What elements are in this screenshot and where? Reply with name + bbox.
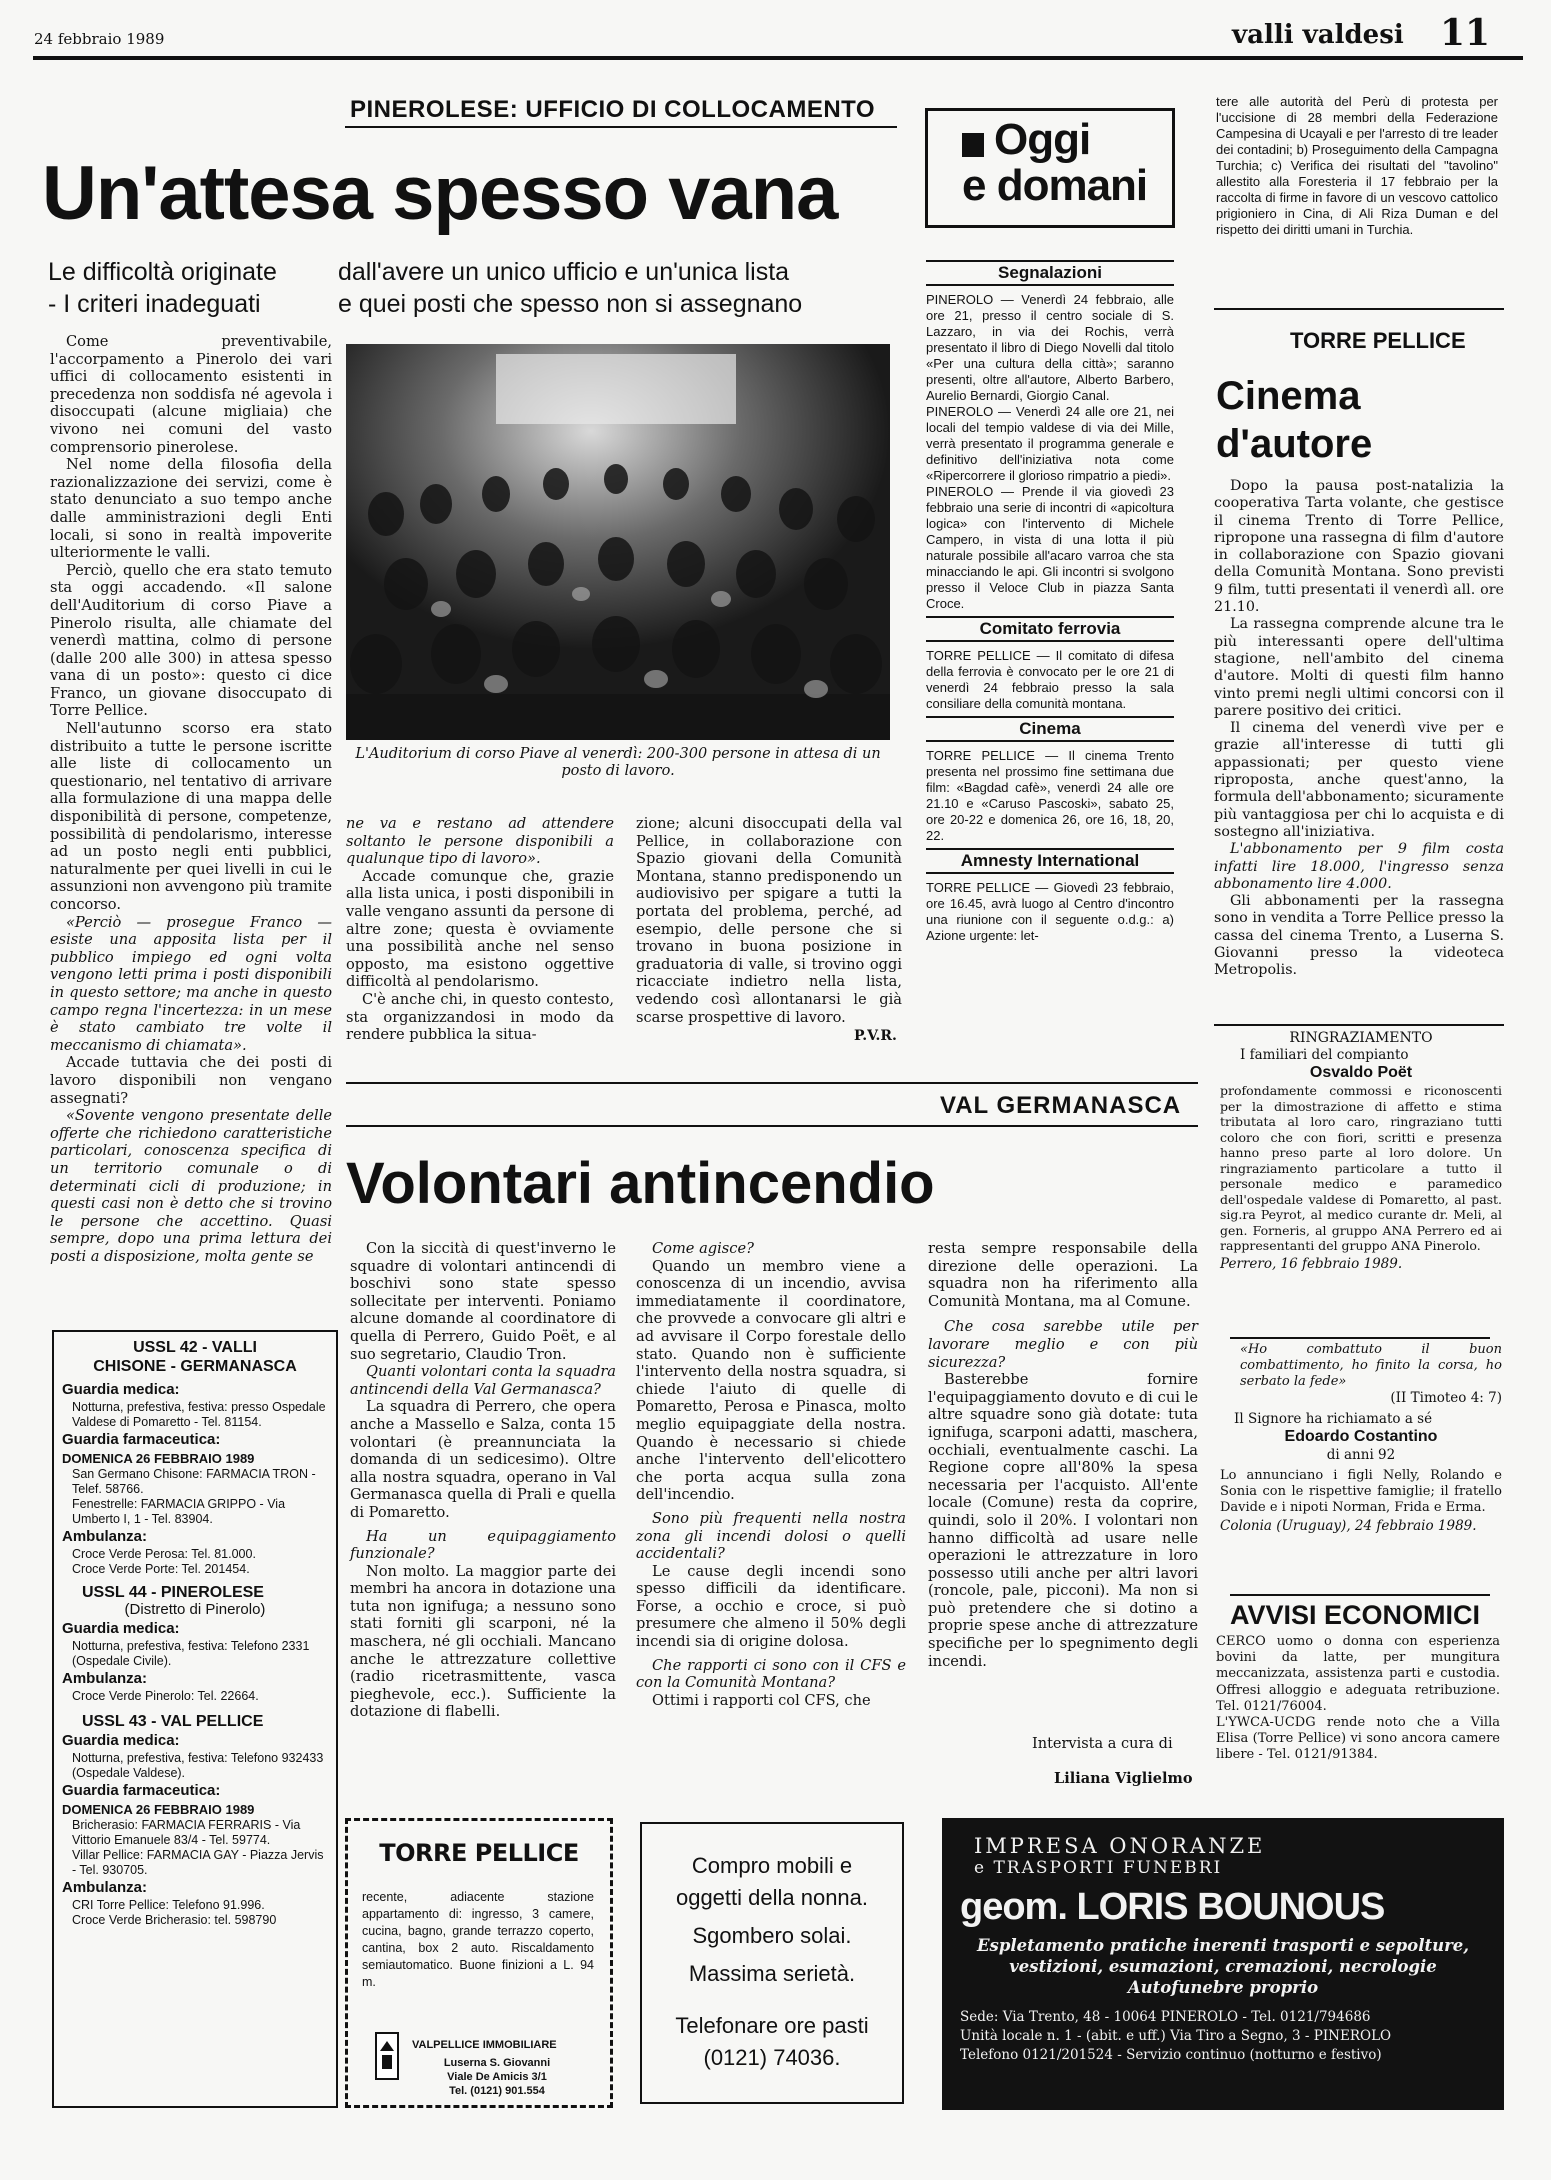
ringraziamento-intro: I familiari del compianto: [1240, 1046, 1409, 1063]
ad-mobili-line: Sgombero solai.: [692, 1923, 852, 1948]
paragraph: Nell'autunno scorso era stato distribuito a tutte le persone iscritte alle liste di collocamento un questionario, nel tentativo di arrivare alla formulazione di una mappa delle disponibilità di persone, competenze, possibilità di pendolarismo, interesse ad un posto negli enti pubblici, naturalmente per quei livelli in cui le assunzioni non avvengono più tramite concorso.: [50, 720, 332, 913]
ussl-line: Guardia medica:: [62, 1619, 180, 1637]
paragraph: La rassegna comprende alcune tra le più interessanti opere dell'ultima stagione, nell'ambito del cinema d'autore. Molti di questi film hanno vinto premi negli ultimi concorsi con il parere positivo dei critici.: [1214, 616, 1504, 719]
ad-torre-pellice: [345, 1818, 613, 2108]
kicker-rule: [345, 126, 897, 128]
article2-col3: [928, 1240, 1198, 1670]
ussl-line: San Germano Chisone: FARMACIA TRON - Telef. 58766.: [72, 1467, 316, 1496]
paragraph: Il cinema del venerdì vive per e grazie all'interesse di tutti gli appassionati; per questo viene riproposta, anche quest'anno, la formula dell'abbonamento; sicuramente più vantaggiosa per chi lo acquista e di sostegno all'iniziativa.: [1214, 720, 1504, 840]
question: Che cosa sarebbe utile per lavorare meglio e con più sicurezza?: [928, 1318, 1198, 1371]
paragraph: Basterebbe fornire l'equipaggiamento dovuto e di cui le altre squadre sono già dotate: tuta ignifuga, scarponi adatti, maschera, occhiali, eventualmente caschi. La Regione copre all'80% la spesa necessaria per l'acquisto. All'ente locale (Comune) resta da coprire, quindi, solo il 20%. I volontari non hanno difficoltà ad usare nelle operazioni le attrezzature in loro possesso utili anche per altri lavori (roncole, pale, picconi). Ma non si può pretendere che si dotino a proprie spese anche di attrezzature specifiche per lo spegnimento degli incendi.: [928, 1371, 1198, 1670]
ussl-line: DOMENICA 26 FEBBRAIO 1989: [62, 1451, 255, 1466]
amnesty-continuation: [1216, 94, 1498, 238]
photo-caption: L'Auditorium di corso Piave al venerdì: 200-300 persone in attesa di un posto di lavoro.: [355, 746, 881, 779]
section-heading-cinema: Cinema: [926, 716, 1174, 742]
ringraziamento-name: Osvaldo Poët: [1309, 1064, 1413, 1081]
right-rule-2: [1214, 1024, 1504, 1026]
paragraph: Le cause degli incendi sono spesso difficili da identificare. Forse, a occhio e croce, si può presumere che almeno il 50% degli incendi sia di origine dolosa.: [636, 1562, 906, 1651]
ringraziamento-notice: [1220, 1030, 1502, 1272]
necrologio-notice: [1220, 1342, 1502, 1534]
oggi-domani-box: [925, 108, 1175, 228]
ussl-line: Guardia farmaceutica:: [62, 1781, 221, 1799]
article2-kicker: VAL GERMANASCA: [940, 1092, 1182, 1119]
ad-funebri-line2: e TRASPORTI FUNEBRI: [974, 1858, 1223, 1878]
brief-item: PINEROLO — Venerdì 24 febbraio, alle ore 21, presso il centro sociale di S. Lazzaro, in via dei Rochis, verrà presentato il libro di Diego Novelli dal titolo «Per una cultura della città»; saranno presenti, oltre all'autore, Alberto Barbero, Aurelio Bernardi, Giorgio Canal.: [926, 292, 1174, 403]
ad-funebri: [942, 1818, 1504, 2110]
paragraph: Con la siccità di quest'inverno le squadre di volontari antincendi di boschivi sono state spesso sollecitate per interventi. Poniamo alcune domande al coordinatore di quella di Perrero, Guido Poët, e al suo segretario, Claudio Tron.: [350, 1240, 616, 1363]
ussl-line: Croce Verde Porte: Tel. 201454.: [72, 1562, 250, 1576]
paragraph: C'è anche chi, in questo contesto, sta organizzandosi in modo da rendere pubblica la situa-: [346, 990, 614, 1044]
paragraph: resta sempre responsabile della direzione delle operazioni. La squadra non ha riferimento alla Comunità Montana, ma al Comune.: [928, 1240, 1198, 1310]
question: Che rapporti ci sono con il CFS e con la Comunità Montana?: [636, 1656, 906, 1692]
avvisi-title: AVVISI ECONOMICI: [1230, 1600, 1481, 1630]
ad-torre-text: recente, adiacente stazione appartamento di: ingresso, 3 camere, cucina, bagno, grande terrazzo coperto, cantina, box 2 auto. Riscaldamento semiautomatico. Buone finizioni a L. 94 m.: [362, 1890, 594, 1989]
article2-kicker-rule: [346, 1125, 1198, 1127]
ussl-line: Notturna, prefestiva, festiva: Telefono 2331 (Ospedale Civile).: [72, 1638, 310, 1668]
article2-author: Liliana Viglielmo: [1054, 1770, 1193, 1787]
crowd-image: [346, 344, 890, 740]
necrologio-text: Lo annunciano i figli Nelly, Rolando e Sonia con le rispettive famiglie; il fratello Davide e i nipoti Norman, Frida e Erma.: [1220, 1467, 1502, 1515]
ussl-line: Guardia farmaceutica:: [62, 1431, 221, 1448]
ad-mobili-line: (0121) 74036.: [703, 2045, 841, 2070]
ussl-line: Croce Verde Bricherasio: tel. 598790: [72, 1912, 277, 1927]
section-heading-segnalazioni: Segnalazioni: [926, 260, 1174, 286]
article1-kicker: PINEROLESE: UFFICIO DI COLLOCAMENTO: [350, 96, 876, 123]
paragraph: Nel nome della filosofia della razionalizzazione dei servizi, come è stato denunciato a suo tempo anche dalle amministrazioni degli Enti locali, si sono in realtà impoverite ulteriormente le valli.: [50, 456, 332, 562]
header-rule: [33, 56, 1523, 60]
ussl-line: Fenestrelle: FARMACIA GRIPPO - Via Umberto I, 1 - Tel. 83904.: [72, 1497, 286, 1526]
right-rule-3: [1230, 1337, 1490, 1339]
paragraph: zione; alcuni disoccupati della val Pellice, in collaborazione con Spazio giovani della Comunità Montana, stanno predisponendo un audiovisivo per spigare a tutti la portata del problema, perché, ad esempio, delle persone che si trovano in buona posizione in graduatoria di valle, si trovino oggi ricacciate indietro nella lista, vedendo così allontanarsi le già scarse prospettive di lavoro.: [636, 815, 902, 1026]
ussl-line: Notturna, prefestiva, festiva: presso Ospedale Valdese di Pomaretto - Tel. 81154.: [72, 1400, 326, 1429]
brief-item: TORRE PELLICE — Giovedì 23 febbraio, ore 16.45, avrà luogo al Centro d'incontro una riunione con il seguente o.d.g.: a) Azione urgente: let-: [926, 880, 1174, 943]
ad-mobili-line: Telefonare ore pasti: [675, 2013, 869, 2038]
brief-item: TORRE PELLICE — Il comitato di difesa della ferrovia è convocato per le ore 21 di venerdì 24 febbraio presso la sala consiliare della comunità montana.: [926, 648, 1174, 711]
page-date: 24 febbraio 1989: [34, 30, 165, 48]
necrologio-name: Edoardo Costantino: [1284, 1428, 1438, 1445]
ussl-line: Ambulanza:: [62, 1528, 148, 1545]
paragraph: Non molto. La maggior parte dei membri ha ancora in dotazione una tuta non ignifuga; a nessuno sono stati forniti gli scarponi, né la maschera, né gli occhiali. Mancano anche le attrezzature collettive (radio ricetrasmittente, vasca pieghevole, ecc.). Sufficiente la dotazione di flabelli.: [350, 1562, 616, 1721]
ussl-line: Guardia medica:: [62, 1731, 180, 1749]
paragraph: Accade tuttavia che dei posti di lavoro disponibili non vengano assegnati?: [50, 1054, 332, 1107]
right-rule-4: [1230, 1594, 1490, 1596]
article2-col2: [636, 1240, 906, 1709]
paragraph: Come preventivabile, l'accorpamento a Pinerolo dei vari uffici di collocamento esistenti in precedenza non soddisfa né agevola i disoccupati (alcune migliaia) che vivono nei comuni del vasto comprensorio pinerolese.: [50, 333, 332, 456]
question: Come agisce?: [652, 1240, 754, 1257]
paragraph: «Sovente vengono presentate delle offerte che richiedono caratteristiche particolari, conoscenza specifica di un territorio comunale o di determinati cicli di produzione; in questi casi non è detto che si trovino le persone che accettino. Quasi sempre, dopo una prima lettura dei posti a disposizione, molta gente se: [50, 1107, 332, 1265]
auditorium-photo: [346, 344, 890, 740]
ussl-line: DOMENICA 26 FEBBRAIO 1989: [62, 1801, 255, 1817]
article2-col1: [350, 1240, 616, 1721]
ussl-box: [52, 1330, 338, 2108]
article2-credit: Intervista a cura di: [1032, 1736, 1173, 1752]
paragraph: Accade comunque che, grazie alla lista unica, i posti disponibili in valle vengano assunti da persone di altre zone; questa è ovviamente una possibilità anche nel senso opposto, ma esistono oggettive difficoltà al pendolarismo.: [346, 867, 614, 991]
article1-deck-right: dall'avere un unico ufficio e un'unica lista e quei posti che spesso non si assegnano: [338, 258, 803, 318]
ussl-line: Ambulanza:: [62, 1878, 148, 1896]
ussl-44-sub: (Distretto di Pinerolo): [124, 1601, 266, 1618]
ussl-line: Ambulanza:: [62, 1669, 148, 1687]
avviso-item: CERCO uomo o donna con esperienza bovini da latte, per mungitura meccanizzata, assistenza parti e custodia. Offresi alloggio e adeguata retribuzione. Tel. 0121/76004.: [1216, 1634, 1500, 1714]
ussl-line: Guardia medica:: [62, 1381, 180, 1398]
ad-torre-agency: VALPELLICE IMMOBILIARE: [412, 2039, 557, 2051]
question: Ha un equipaggiamento funzionale?: [350, 1527, 616, 1563]
paragraph: Dopo la pausa post-natalizia la cooperativa Tarta volante, che gestisce il cinema Trento di Torre Pellice, ripropone una rassegna di film d'autore in collaborazione con Spazio giovani della Comunità Montana. Sono previsti 9 film, tutti presentati il venerdì all. ore 21.10.: [1214, 478, 1504, 616]
ad-torre-title: TORRE PELLICE: [379, 1839, 579, 1867]
ad-funebri-auto: Autofunebre proprio: [1127, 1978, 1319, 1997]
ad-torre-address2: Viale De Amicis 3/1: [447, 2071, 547, 2083]
question: Quanti volontari conta la squadra antincendi della Val Germanasca?: [350, 1363, 616, 1398]
cinema-headline-2: d'autore: [1216, 422, 1373, 466]
brief-item: PINEROLO — Venerdì 24 alle ore 21, nei locali del tempio valdese di via dei Mille, verrà presentato il programma generale e definitivo dell'iniziativa nota come «Ripercorrere il glorioso rimpatrio a piedi».: [926, 404, 1174, 483]
house-icon: [372, 2031, 402, 2081]
oggi-title-line2: e domani: [962, 161, 1148, 210]
ussl-line: Croce Verde Pinerolo: Tel. 22664.: [72, 1688, 259, 1703]
ad-mobili: [640, 1822, 904, 2104]
paragraph: «Perciò — prosegue Franco — esiste una apposita lista per il pubblico impiego ed ogni volta vengono letti prima i posti disponibili in questo settore; ma anche in questo campo regna l'incertezza: in un mese è stato cambiato tre volte il meccanismo di chiamata».: [50, 913, 332, 1054]
ussl-44-lines: [62, 1619, 328, 1704]
article1-signature: P.V.R.: [854, 1028, 897, 1044]
avviso-item: L'YWCA-UCDG rende noto che a Villa Elisa (Torre Pellice) vi sono ancora camere libere - Tel. 0121/91384.: [1216, 1715, 1500, 1763]
necrologio-quote-ref: (II Timoteo 4: 7): [1390, 1390, 1502, 1406]
ad-mobili-line: Compro mobili e: [691, 1853, 853, 1878]
square-bullet-icon: [962, 133, 984, 157]
paragraph: ne va e restano ad attendere soltanto le persone disponibili a qualunque tipo di lavoro».: [346, 815, 614, 868]
ussl-line: Villar Pellice: FARMACIA GAY - Piazza Jervis - Tel. 930705.: [72, 1847, 324, 1877]
paragraph: La squadra di Perrero, che opera anche a Massello e Salza, conta 15 volontari (è preannunciata la domanda di un sedicesimo). Oltre alla nostra squadra, operano in Val Germanasca quella di Prali e quella di Pomaretto.: [350, 1398, 616, 1521]
ussl-43-lines: [62, 1731, 328, 1928]
brief-item: PINEROLO — Prende il via giovedì 23 febbraio una serie di incontri di «apicoltura logica» con l'intervento di Michele Campero, in vista di una lotta il più naturale possibile all'acaro varroa che sta minacciando le api. Gli incontri si svolgono presso il Veloce Club in piazza Santa Croce.: [926, 484, 1174, 611]
article1-col1: [50, 333, 332, 1293]
necrologio-age: di anni 92: [1326, 1447, 1396, 1463]
article1-deck-left: Le difficoltà originate - I criteri inadeguati: [48, 258, 277, 318]
paper-name: valli valdesi: [1232, 20, 1404, 50]
article2-headline: Volontari antincendio: [346, 1151, 935, 1216]
ussl-line: Notturna, prefestiva, festiva: Telefono 932433 (Ospedale Valdese).: [72, 1750, 324, 1780]
page-number: 11: [1440, 12, 1491, 54]
ad-torre-phone: Tel. (0121) 901.554: [449, 2085, 545, 2097]
ussl-42-lines: [62, 1380, 328, 1577]
article1-col2: [346, 815, 614, 1044]
ussl-43-title: USSL 43 - VAL PELLICE: [82, 1712, 264, 1730]
oggi-title-line1: Oggi: [994, 115, 1091, 164]
paragraph: L'abbonamento per 9 film costa infatti lire 18.000, l'ingresso senza abbonamento lire 4.000.: [1214, 841, 1504, 892]
ad-mobili-line: oggetti della nonna.: [675, 1885, 869, 1910]
ad-mobili-line: Massima serietà.: [688, 1961, 856, 1986]
article1-col3: [636, 815, 902, 1026]
ad-funebri-line1: IMPRESA ONORANZE: [974, 1834, 1266, 1858]
brief-item: TORRE PELLICE — Il cinema Trento presenta nel prossimo fine settimana due film: «Bagdad cafè», venerdì 24 alle ore 21.10 e «Caruso Pascoski», sabato 25, ore 20-22 e domenica 26, ore 16, 18, 20, 22.: [926, 748, 1174, 843]
paragraph: Gli abbonamenti per la rassegna sono in vendita a Torre Pellice presso la cassa del cinema Trento, a Luserna S. Giovanni presso la videoteca Metropolis.: [1214, 893, 1504, 979]
ussl-44-title: USSL 44 - PINEROLESE: [82, 1584, 264, 1601]
ad-funebri-addr1: Sede: Via Trento, 48 - 10064 PINEROLO - Tel. 0121/794686: [960, 2009, 1371, 2025]
ad-funebri-addr3: Telefono 0121/201524 - Servizio continuo (notturno e festivo): [960, 2047, 1382, 2063]
article1-headline: Un'attesa spesso vana: [42, 151, 838, 236]
segnalazioni-items: [926, 292, 1174, 612]
ussl-line: Croce Verde Perosa: Tel. 81.000.: [72, 1547, 256, 1561]
oggi-domani-column: [926, 256, 1174, 944]
cinema-kicker: TORRE PELLICE: [1290, 328, 1466, 353]
question: Sono più frequenti nella nostra zona gli incendi dolosi o quelli accidentali?: [636, 1509, 906, 1563]
necrologio-intro: Il Signore ha richiamato a sé: [1234, 1410, 1433, 1427]
avvisi-items: [1216, 1634, 1500, 1764]
paragraph: Ottimi i rapporti col CFS, che: [652, 1691, 871, 1709]
paragraph: Perciò, quello che era stato temuto sta oggi accadendo. «Il salone dell'Auditorium di corso Piave a Pinerolo risulta, alle chiamate del venerdì mattina, colmo di persone (dalle 200 alle 300) in attesa spesso vana di un posto»: questo ci dice Franco, un giovane disoccupato di Torre Pellice.: [50, 561, 332, 720]
paragraph: Quando un membro viene a conoscenza di un incendio, avvisa immediatamente il coordinatore, che provvede a convocare gli altri e ad avvisare il Corpo forestale dello stato. Quando non è sufficiente l'intervento della nostra squadra, si chiede l'aiuto di quelle di Pomaretto, Perosa e Pinasca, molto meglio equipaggiate della nostra. Quando è necessario si chiede anche l'intervento dell'elicottero che porta acqua sulla zona dell'incendio.: [636, 1257, 906, 1504]
section-heading-comitato-ferrovia: Comitato ferrovia: [926, 616, 1174, 642]
cinema-headline-1: Cinema: [1216, 374, 1361, 418]
brief-item: tere alle autorità del Perù di protesta per l'uccisione di 28 membri della Federazione Campesina di Ucayali e per l'arresto di tre leader dei contadini; b) Proseguimento della Campagna Turchia; c) Verifica dei risultati del "tavolino" allestito alla Foresteria il 17 febbraio per la raccolta di firme in favore di un vescovo cattolico prigioniero in Cina, di Ali Riza Duman e del rispetto dei diritti umani in Turchia.: [1216, 94, 1498, 237]
ad-funebri-services: Espletamento pratiche inerenti trasporti e sepolture, vestizioni, esumazioni, cremazioni, necrologie: [976, 1936, 1470, 1976]
right-rule-1: [1214, 308, 1504, 310]
ringraziamento-place-date: Perrero, 16 febbraio 1989.: [1220, 1255, 1403, 1272]
ad-funebri-addr2: Unità locale n. 1 - (abit. e uff.) Via Tiro a Segno, 3 - PINEROLO: [960, 2028, 1392, 2044]
ad-torre-address1: Luserna S. Giovanni: [443, 2057, 551, 2069]
cinema-body: [1214, 478, 1504, 980]
ringraziamento-text: profondamente commossi e riconoscenti per la dimostrazione di affetto e stima tributata al loro caro, ringraziano tutti coloro che con fiori, scritti e presenza hanno preso parte al loro dolore. Un ringraziamento particolare a tutto il personale medico e paramedico dell'ospedale valdese di Pomaretto, al past. sig.ra Peyrot, al medico curante dr. Meli, al gen. Forneris, al gruppo ANA Perrero ed ai rappresentanti del gruppo ANA Pinerolo.: [1220, 1083, 1502, 1253]
ussl-42-title: USSL 42 - VALLI CHISONE - GERMANASCA: [93, 1339, 297, 1375]
ussl-line: CRI Torre Pellice: Telefono 91.996.: [72, 1897, 265, 1912]
section-heading-amnesty: Amnesty International: [926, 848, 1174, 874]
ad-funebri-name: geom. LORIS BOUNOUS: [960, 1886, 1385, 1928]
necrologio-quote: «Ho combattuto il buon combattimento, ho finito la corsa, ho serbato la fede»: [1240, 1342, 1502, 1389]
section-rule: [346, 1082, 1198, 1084]
necrologio-place-date: Colonia (Uruguay), 24 febbraio 1989.: [1220, 1517, 1477, 1534]
ringraziamento-title: RINGRAZIAMENTO: [1289, 1030, 1433, 1046]
ussl-line: Bricherasio: FARMACIA FERRARIS - Via Vittorio Emanuele 83/4 - Tel. 59774.: [72, 1817, 301, 1847]
